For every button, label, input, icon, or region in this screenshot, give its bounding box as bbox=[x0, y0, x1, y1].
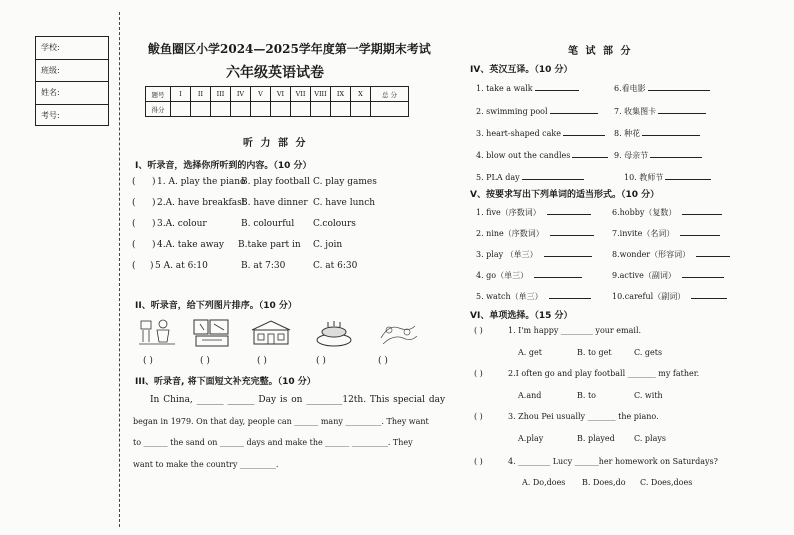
picture-3-building bbox=[248, 318, 294, 348]
translate-item bbox=[614, 149, 702, 161]
name-label: 姓名: bbox=[36, 82, 108, 105]
mc-option-c: C. Does,does bbox=[640, 478, 693, 487]
picture-4-answer-bracket[interactable]: ( ) bbox=[316, 356, 326, 366]
word-form-text: 10.careful（副词） bbox=[612, 292, 686, 301]
word-form-item bbox=[476, 269, 582, 281]
score-header-cell: V bbox=[251, 87, 271, 102]
question-paren: ( bbox=[132, 240, 136, 250]
section-3-heading: III、听录音, 将下面短文补充完整。（10 分） bbox=[135, 377, 316, 387]
answer-line[interactable] bbox=[650, 149, 702, 158]
question-paren-close: ) bbox=[152, 198, 156, 208]
mc-question: 4. ________ Lucy ______her homework on Saturdays? bbox=[508, 457, 718, 466]
listening-title: 听 力 部 分 bbox=[243, 138, 308, 149]
word-form-item bbox=[612, 269, 724, 281]
score-header-cell: X bbox=[351, 87, 371, 102]
section-5-heading: V、按要求写出下列单词的适当形式。（10 分） bbox=[470, 190, 660, 200]
word-form-text: 4. go（单三） bbox=[476, 271, 529, 280]
mc-answer-paren[interactable]: ( ) bbox=[474, 412, 483, 421]
picture-1-answer-bracket[interactable]: ( ) bbox=[143, 356, 153, 366]
mc-answer-paren[interactable]: ( ) bbox=[474, 326, 483, 335]
option-a: 1. A. play the piano bbox=[157, 177, 246, 187]
score-cell[interactable] bbox=[171, 102, 191, 117]
option-a: 4.A. take away bbox=[157, 240, 224, 250]
option-a: 3.A. colour bbox=[157, 219, 207, 229]
score-cell[interactable] bbox=[351, 102, 371, 117]
option-b: B. colourful bbox=[241, 219, 295, 229]
section-4-heading: IV、英汉互译。（10 分） bbox=[470, 65, 573, 75]
translate-text: 1. take a walk bbox=[476, 84, 533, 93]
word-form-text: 6.hobby（复数） bbox=[612, 208, 677, 217]
passage-line-4: want to make the country _________. bbox=[133, 460, 279, 469]
mc-option-a: A.play bbox=[518, 434, 544, 443]
question-paren-close: ) bbox=[152, 240, 156, 250]
option-c: C. at 6:30 bbox=[313, 261, 358, 271]
word-form-item bbox=[476, 290, 591, 302]
question-paren-close: ) bbox=[150, 261, 154, 271]
translate-text: 2. swimming pool bbox=[476, 107, 548, 116]
word-form-text: 2. nine（序数词） bbox=[476, 229, 544, 238]
section-6-heading: VI、单项选择。（15 分） bbox=[470, 311, 573, 321]
question-paren-close: ) bbox=[152, 177, 156, 187]
score-header-cell: II bbox=[191, 87, 211, 102]
answer-line[interactable] bbox=[665, 171, 711, 180]
mc-option-b: B. to bbox=[577, 391, 596, 400]
mc-option-a: A. Do,does bbox=[522, 478, 566, 487]
option-b: B.take part in bbox=[238, 240, 301, 250]
score-cell[interactable] bbox=[271, 102, 291, 117]
picture-5-answer-bracket[interactable]: ( ) bbox=[378, 356, 388, 366]
option-c: C. have lunch bbox=[313, 198, 376, 208]
answer-line[interactable] bbox=[691, 290, 727, 299]
written-title: 笔 试 部 分 bbox=[568, 46, 633, 57]
score-table bbox=[145, 86, 409, 117]
translate-item bbox=[476, 127, 605, 138]
translate-text: 10. 教师节 bbox=[624, 173, 664, 182]
translate-text: 9. 母亲节 bbox=[614, 151, 649, 160]
option-b: B. play football bbox=[241, 177, 310, 187]
option-a: 2.A. have breakfast bbox=[157, 198, 246, 208]
word-form-item bbox=[612, 227, 720, 239]
picture-2-boxes bbox=[192, 318, 232, 348]
answer-line[interactable] bbox=[534, 269, 582, 278]
answer-line[interactable] bbox=[682, 206, 722, 215]
section-2-heading: II、听录音，给下列图片排序。（10 分） bbox=[135, 301, 297, 311]
answer-line[interactable] bbox=[550, 227, 594, 236]
mc-option-c: C. gets bbox=[634, 348, 663, 357]
mc-option-b: B. played bbox=[577, 434, 615, 443]
translate-item bbox=[476, 105, 598, 116]
mc-answer-paren[interactable]: ( ) bbox=[474, 369, 483, 378]
mc-option-a: A. get bbox=[518, 348, 542, 357]
picture-4-cake bbox=[314, 318, 354, 348]
translate-text: 3. heart-shaped cake bbox=[476, 129, 561, 138]
binding-dashed-line bbox=[119, 12, 120, 527]
score-cell[interactable] bbox=[311, 102, 331, 117]
word-form-item bbox=[612, 206, 722, 218]
mc-option-c: C. plays bbox=[634, 434, 666, 443]
option-c: C. play games bbox=[313, 177, 377, 187]
word-form-item bbox=[612, 248, 730, 260]
translate-text: 7. 收集图卡 bbox=[614, 107, 657, 116]
score-header-cell: 题号 bbox=[146, 87, 171, 102]
question-paren: ( bbox=[132, 219, 136, 229]
mc-question: 2.I often go and play football _______ my father. bbox=[508, 369, 700, 378]
translate-text: 4. blow out the candles bbox=[476, 151, 571, 160]
translate-text: 6.看电影 bbox=[614, 84, 646, 93]
score-cell[interactable] bbox=[331, 102, 351, 117]
word-form-item bbox=[612, 290, 727, 302]
passage-line-3: to ______ the sand on ______ days and make the ______ _________. They bbox=[133, 438, 413, 447]
answer-line[interactable] bbox=[535, 82, 579, 91]
option-b: B. at 7:30 bbox=[241, 261, 286, 271]
mc-option-b: B. to get bbox=[577, 348, 612, 357]
answer-line[interactable] bbox=[648, 82, 710, 91]
answer-line[interactable] bbox=[549, 290, 591, 299]
score-cell[interactable] bbox=[231, 102, 251, 117]
answer-line[interactable] bbox=[563, 127, 605, 136]
word-form-text: 1. five（序数词） bbox=[476, 208, 541, 217]
mc-question: 3. Zhou Pei usually _______ the piano. bbox=[508, 412, 659, 421]
translate-item bbox=[624, 171, 711, 183]
word-form-item bbox=[476, 206, 591, 218]
word-form-item bbox=[476, 227, 594, 239]
answer-line[interactable] bbox=[642, 127, 700, 136]
passage-line-2: began in 1979. On that day, people can ______ many _________. They want bbox=[133, 417, 429, 426]
score-header-cell: IX bbox=[331, 87, 351, 102]
mc-question: 1. I'm happy ________ your email. bbox=[508, 326, 642, 335]
translate-item bbox=[476, 82, 579, 93]
score-header-cell: VI bbox=[271, 87, 291, 102]
picture-2-answer-bracket[interactable]: ( ) bbox=[200, 356, 210, 366]
exam-number-label: 考号: bbox=[41, 110, 60, 120]
score-cell[interactable] bbox=[191, 102, 211, 117]
option-b: B. have dinner bbox=[241, 198, 308, 208]
passage-line-1: In China, ______ ______ Day is on ________12th. This special day bbox=[150, 395, 446, 405]
word-form-text: 3. play （单三） bbox=[476, 250, 538, 259]
school-label: 学校: bbox=[36, 37, 108, 60]
word-form-item bbox=[476, 248, 592, 260]
score-header-cell: III bbox=[211, 87, 231, 102]
class-label: 班级: bbox=[36, 60, 108, 83]
section-1-heading: I、听录音，选择你所听到的内容。（10 分） bbox=[135, 161, 312, 171]
mc-answer-paren[interactable]: ( ) bbox=[474, 457, 483, 466]
paper-title: 六年级英语试卷 bbox=[226, 65, 324, 81]
answer-line[interactable] bbox=[658, 105, 706, 114]
translate-text: 5. PLA day bbox=[476, 173, 520, 182]
translate-item bbox=[476, 171, 584, 182]
answer-line[interactable] bbox=[680, 227, 720, 236]
mc-option-c: C. with bbox=[634, 391, 663, 400]
option-a: 5 A. at 6:10 bbox=[155, 261, 208, 271]
option-c: C. join bbox=[313, 240, 343, 250]
translate-item bbox=[614, 127, 700, 139]
picture-3-answer-bracket[interactable]: ( ) bbox=[257, 356, 267, 366]
translate-item bbox=[614, 82, 710, 94]
option-c: C.colours bbox=[313, 219, 356, 229]
total-score-cell[interactable] bbox=[371, 102, 409, 117]
score-header-cell: VII bbox=[291, 87, 311, 102]
score-header-cell: I bbox=[171, 87, 191, 102]
answer-line[interactable] bbox=[544, 248, 592, 257]
question-paren: ( bbox=[132, 177, 136, 187]
translate-item bbox=[476, 149, 608, 160]
score-cell[interactable] bbox=[251, 102, 271, 117]
question-paren: ( bbox=[132, 261, 136, 271]
score-header-cell: VIII bbox=[311, 87, 331, 102]
answer-line[interactable] bbox=[682, 269, 724, 278]
word-form-text: 9.active（副词） bbox=[612, 271, 676, 280]
score-cell[interactable] bbox=[291, 102, 311, 117]
mc-option-b: B. Does,do bbox=[582, 478, 626, 487]
translate-item bbox=[614, 105, 706, 117]
mc-option-a: A.and bbox=[518, 391, 542, 400]
student-info-box bbox=[35, 36, 109, 126]
word-form-text: 8.wonder（形容词） bbox=[612, 250, 691, 259]
translate-text: 8. 种花 bbox=[614, 129, 641, 138]
score-label-cell: 得分 bbox=[146, 102, 171, 117]
answer-line[interactable] bbox=[547, 206, 591, 215]
answer-line[interactable] bbox=[522, 171, 584, 180]
question-paren-close: ) bbox=[152, 219, 156, 229]
picture-5-hands bbox=[377, 318, 419, 348]
school-title: 鲅鱼圈区小学2024—2025学年度第一学期期末考试 bbox=[148, 42, 431, 56]
score-cell[interactable] bbox=[211, 102, 231, 117]
word-form-text: 5. watch（单三） bbox=[476, 292, 543, 301]
word-form-text: 7.invite（名词） bbox=[612, 229, 675, 238]
answer-line[interactable] bbox=[550, 105, 598, 114]
score-header-cell: IV bbox=[231, 87, 251, 102]
answer-line[interactable] bbox=[572, 149, 608, 158]
score-header-cell: 总 分 bbox=[371, 87, 409, 102]
question-paren: ( bbox=[132, 198, 136, 208]
picture-1-child-drawing bbox=[137, 318, 177, 348]
answer-line[interactable] bbox=[696, 248, 730, 257]
